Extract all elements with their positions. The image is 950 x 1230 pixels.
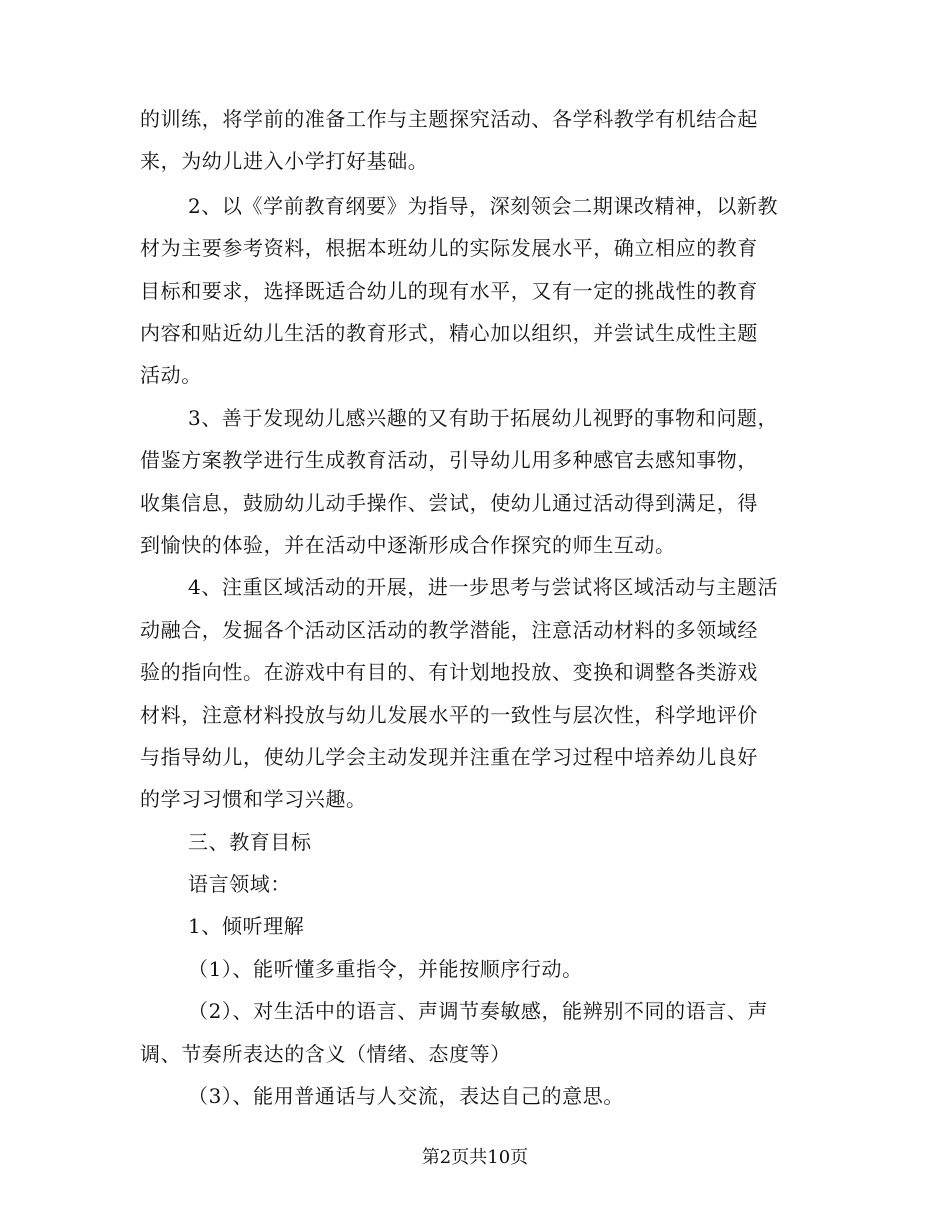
text-line: 材为主要参考资料，根据本班幼儿的实际发展水平，确立相应的教育 [140,236,758,260]
text-line: 与指导幼儿，使幼儿学会主动发现并注重在学习过程中培养幼儿良好 [140,745,758,769]
text-line: 活动。 [140,363,202,387]
text-line: 3、善于发现幼儿感兴趣的又有助于拓展幼儿视野的事物和问题， [188,406,779,430]
text-line: 的训练，将学前的准备工作与主题探究活动、各学科教学有机结合起 [140,107,758,131]
text-line: 来，为幼儿进入小学打好基础。 [140,149,429,173]
text-line: 借鉴方案教学进行生成教育活动，引导幼儿用多种感官去感知事物， [140,448,758,472]
text-line: 的学习习惯和学习兴趣。 [140,787,367,811]
list-item: （1）、能听懂多重指令，并能按顺序行动。 [188,957,583,981]
page-number: 第2页共10页 [421,1147,529,1168]
text-line: 到愉快的体验，并在活动中逐渐形成合作探究的师生互动。 [140,533,676,557]
list-item: （3）、能用普通话与人交流，表达自己的意思。 [188,1084,624,1108]
text-line: 验的指向性。在游戏中有目的、有计划地投放、变换和调整各类游戏 [140,660,758,684]
list-item: （2）、对生活中的语言、声调节奏敏感，能辨别不同的语言、声 [188,999,769,1023]
section-heading: 三、教育目标 [188,830,312,854]
subsection-heading: 语言领域： [188,872,291,896]
text-line: 4、注重区域活动的开展，进一步思考与尝试将区域活动与主题活 [188,575,779,599]
text-line: 材料，注意材料投放与幼儿发展水平的一致性与层次性，科学地评价 [140,703,758,727]
text-line: 目标和要求，选择既适合幼儿的现有水平，又有一定的挑战性的教育 [140,279,758,303]
text-line: 内容和贴近幼儿生活的教育形式，精心加以组织，并尝试生成性主题 [140,321,758,345]
text-line: 调、节奏所表达的含义（情绪、态度等） [140,1042,511,1066]
text-line: 动融合，发掘各个活动区活动的教学潜能，注意活动材料的多领域经 [140,618,758,642]
text-line: 收集信息，鼓励幼儿动手操作、尝试，使幼儿通过活动得到满足，得 [140,491,758,515]
text-line: 2、以《学前教育纲要》为指导，深刻领会二期课改精神，以新教 [188,194,779,218]
item-heading: 1、倾听理解 [188,914,305,938]
